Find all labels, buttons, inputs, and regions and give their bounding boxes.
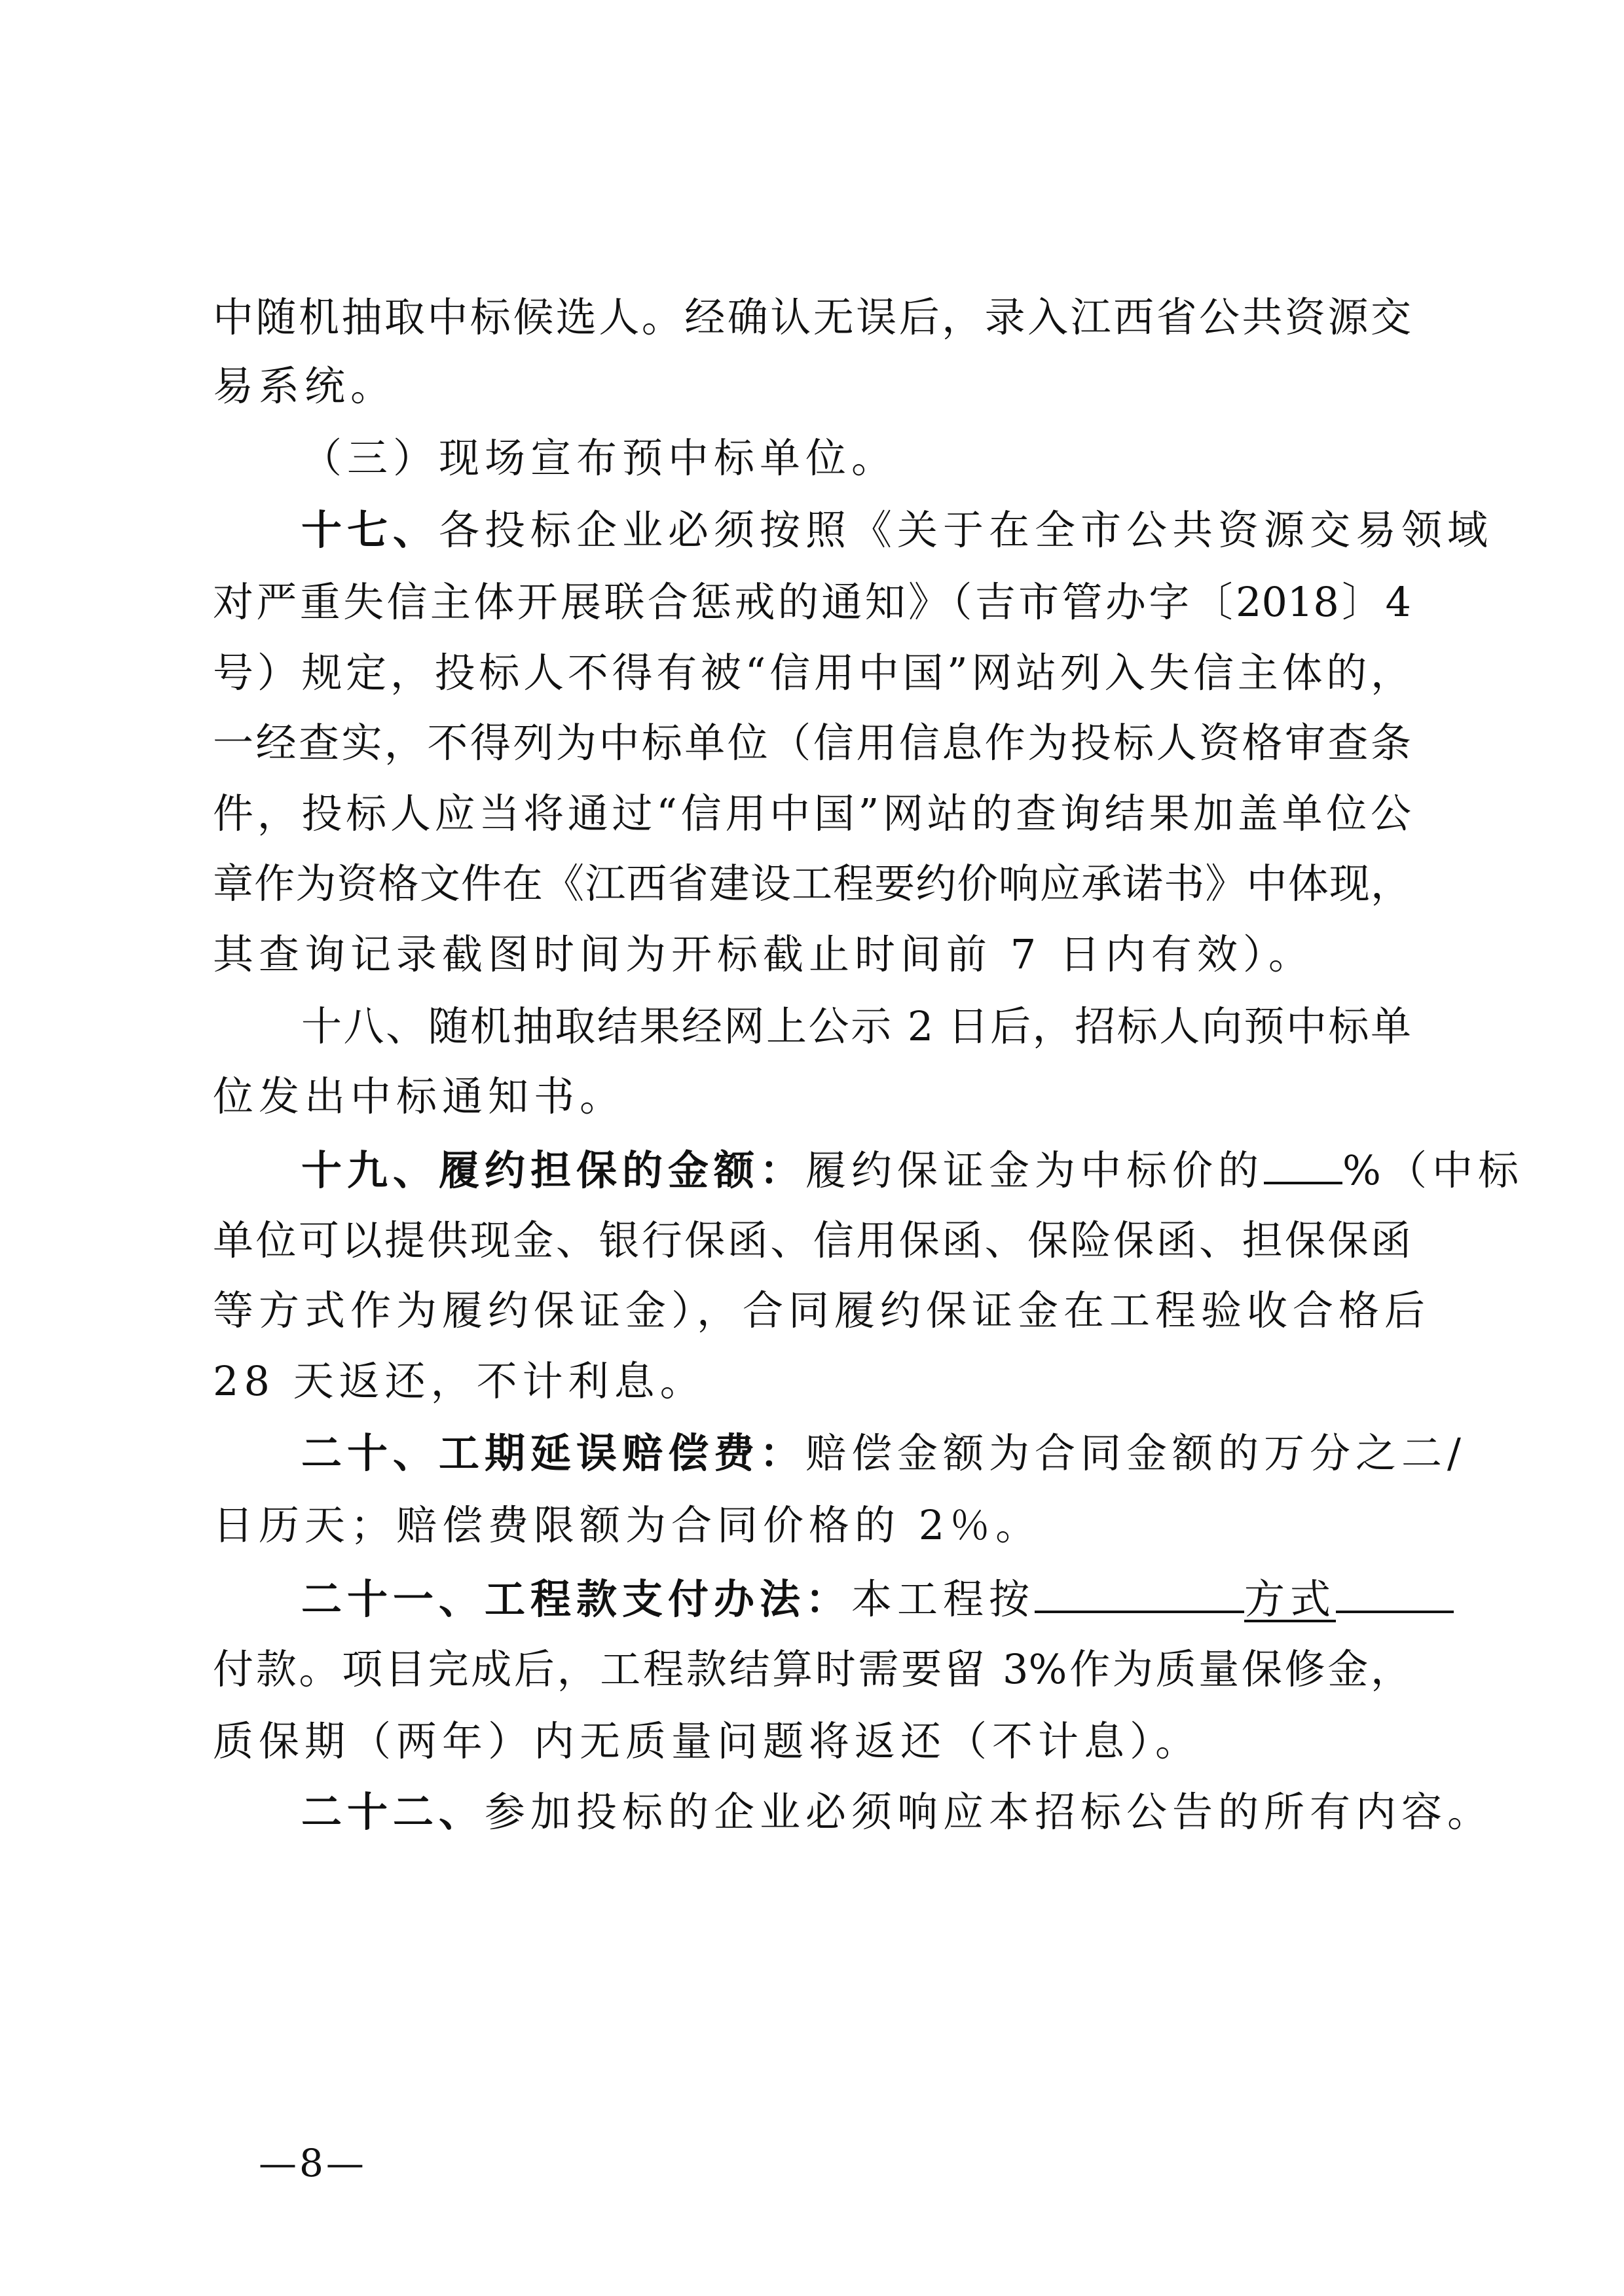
page-number: —8—: [259, 2141, 367, 2185]
payment-method-blank: [1035, 1571, 1244, 1613]
text-line: 中随机抽取中标候选人。经确认无误后，录入江西省公共资源交: [213, 293, 1411, 341]
section-19-heading: 十九、履约担保的金额：: [301, 1146, 806, 1194]
text-line: 日历天；赔偿费限额为合同价格的 2％。: [213, 1501, 1042, 1549]
percentage-blank: [1264, 1142, 1342, 1184]
section-18-first-line: 十八、随机抽取结果经网上公示 2 日后，招标人向预中标单: [301, 1002, 1411, 1050]
section-21-first-line: 二十一、工程款支付办法：本工程按 方式: [301, 1571, 1411, 1626]
text-line: 易系统。: [213, 362, 397, 410]
section-22-first-line: 二十二、参加投标的企业必须响应本招标公告的所有内容。: [301, 1788, 1494, 1836]
text-line: 章作为资格文件在《江西省建设工程要约价响应承诺书》中体现，: [213, 860, 1411, 907]
section-22-heading: 二十二、: [301, 1788, 485, 1836]
section-21-heading: 二十一、工程款支付办法：: [301, 1575, 852, 1623]
section-19-first-line: 十九、履约担保的金额：履约保证金为中标价的 %（中标: [301, 1142, 1411, 1197]
text-line: 位发出中标通知书。: [213, 1072, 626, 1120]
text-line: 号）规定，投标人不得有被“信用中国”网站列入失信主体的，: [213, 649, 1411, 697]
text-line: 件，投标人应当将通过“信用中国”网站的查询结果加盖单位公: [213, 790, 1411, 837]
payment-method-word: 方式: [1244, 1575, 1337, 1623]
text-line: 一经查实，不得列为中标单位（信用信息作为投标人资格审查条: [213, 719, 1411, 767]
section-20-first-line: 二十、工期延误赔偿费：赔偿金额为合同金额的万分之二/: [301, 1429, 1466, 1477]
text-line: 对严重失信主体开展联合惩戒的通知》（吉市管办字〔2018〕4: [213, 578, 1411, 626]
section-20-heading: 二十、工期延误赔偿费：: [301, 1429, 806, 1477]
text-line: 其查询记录截图时间为开标截止时间前 7 日内有效）。: [213, 930, 1314, 978]
section-17-heading: 十七、: [301, 506, 439, 554]
payment-method-blank-end: [1336, 1571, 1454, 1613]
text-line: 质保期（两年）内无质量问题将返还（不计息）。: [213, 1717, 1202, 1765]
text-line: 28 天返还，不计利息。: [213, 1357, 706, 1405]
text-line: 等方式作为履约保证金），合同履约保证金在工程验收合格后: [213, 1286, 1431, 1334]
text-line: 付款。项目完成后，工程款结算时需要留 3%作为质量保修金，: [213, 1645, 1411, 1693]
text-line: 单位可以提供现金、银行保函、信用保函、保险保函、担保保函: [213, 1216, 1411, 1264]
text-line: （三）现场宣布预中标单位。: [301, 434, 898, 482]
section-17-first-line: 十七、各投标企业必须按照《关于在全市公共资源交易领域: [301, 506, 1494, 554]
